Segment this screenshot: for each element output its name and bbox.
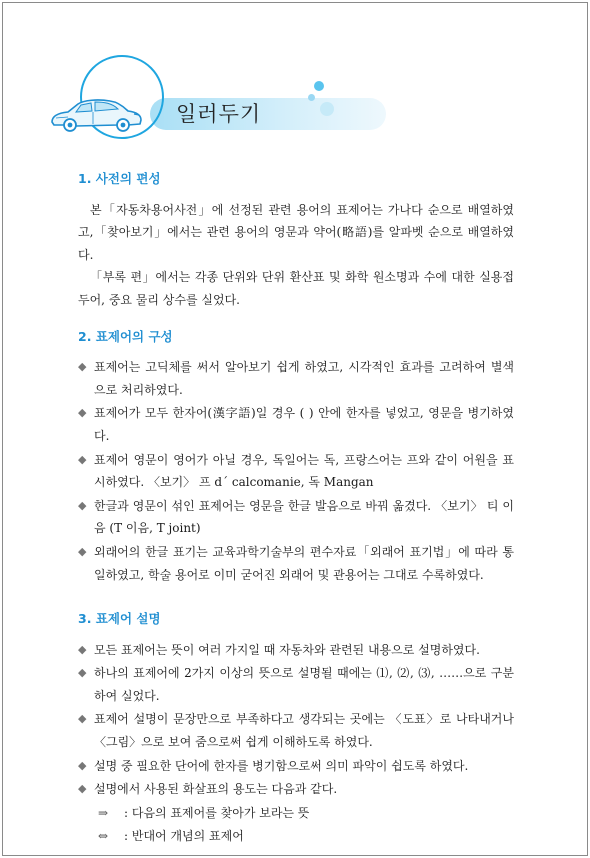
diamond-bullet-icon: ◆ (78, 758, 87, 772)
double-right-arrow-icon: ⇒ (98, 805, 109, 820)
list-item: ◆ 외래어의 한글 표기는 교육과학기술부의 편수자료「외래어 표기법」에 따라 통일하였고, 학술 용어로 이미 굳어진 외래어 및 관용어는 그대로 수록하였다. (78, 541, 514, 586)
section-heading-3: 3. 표제어 설명 (78, 611, 161, 627)
list-item: ◆ 하나의 표제어에 2가지 이상의 뜻으로 설명될 때에는 ⑴, ⑵, ⑶, ……으로 구분하여 실었다. (78, 662, 514, 707)
list-item: ◆ 표제어는 고딕체를 써서 알아보기 쉽게 하였고, 시각적인 효과를 고려하여 별색으로 처리하였다. (78, 356, 514, 401)
arrow-legend-item: ⇔ : 반대어 개념의 표제어 (78, 825, 514, 848)
page-header (0, 0, 590, 140)
diamond-bullet-icon: ◆ (78, 406, 87, 420)
diamond-bullet-icon: ◆ (78, 544, 87, 558)
diamond-bullet-icon: ◆ (78, 452, 87, 466)
section-2-list (78, 356, 514, 586)
decor-dot (314, 81, 324, 91)
section-1-paragraph: 본「자동차용어사전」에 선정된 관련 용어의 표제어는 가나다 순으로 배열하였고,「찾아보기」에서는 관련 용어의 영문과 약어(略語)를 알파벳 순으로 배열하였다. (78, 202, 514, 262)
diamond-bullet-icon: ◆ (78, 712, 87, 726)
section-heading-2: 2. 표제어의 구성 (78, 328, 173, 344)
diamond-bullet-icon: ◆ (78, 782, 87, 796)
diamond-bullet-icon: ◆ (78, 642, 87, 656)
list-item: ◆ 한글과 영문이 섞인 표제어는 영문을 한글 발음으로 바꿔 옮겼다. 〈보기〉 티 이음 (T 이음, T joint) (78, 495, 514, 540)
decor-dot (308, 94, 315, 101)
list-item: ◆ 표제어 설명이 문장만으로 부족하다고 생각되는 곳에는 〈도표〉로 나타내거나 〈그림〉으로 보여 줌으로써 쉽게 이해하도록 하였다. (78, 708, 514, 753)
diamond-bullet-icon: ◆ (78, 498, 87, 512)
section-heading-1: 1. 사전의 편성 (78, 171, 161, 186)
car-icon (48, 92, 144, 134)
decor-dot (320, 102, 334, 116)
diamond-bullet-icon: ◆ (78, 360, 87, 374)
list-item: ◆ 설명 중 필요한 단어에 한자를 병기함으로써 의미 파악이 쉽도록 하였다. (78, 755, 514, 778)
double-left-right-arrow-icon: ⇔ (98, 829, 109, 844)
arrow-legend-item: ⇒ : 다음의 표제어를 찾아가 보라는 뜻 (78, 802, 514, 825)
list-item: ◆ 표제어가 모두 한자어(漢字語)일 경우 ( ) 안에 한자를 넣었고, 영문을 병기하였다. (78, 402, 514, 447)
list-item: ◆ 모든 표제어는 뜻이 여러 가지일 때 자동차와 관련된 내용으로 설명하였다. (78, 639, 514, 662)
section-3-list (78, 639, 514, 801)
list-item: ◆ 표제어 영문이 영어가 아닐 경우, 독일어는 독, 프랑스어는 프와 같이 어원을 표시하였다. 〈보기〉 프 d´ calcomanie, 독 Mangan (78, 449, 514, 494)
page-content (78, 168, 514, 849)
list-item: ◆ 설명에서 사용된 화살표의 용도는 다음과 같다. (78, 778, 514, 801)
section-1-paragraph: 「부록 편」에서는 각종 단위와 단위 환산표 및 화학 원소명과 수에 대한 실용접두어, 중요 물리 상수를 실었다. (78, 270, 514, 307)
diamond-bullet-icon: ◆ (78, 666, 87, 680)
page-title: 일러두기 (176, 102, 262, 126)
